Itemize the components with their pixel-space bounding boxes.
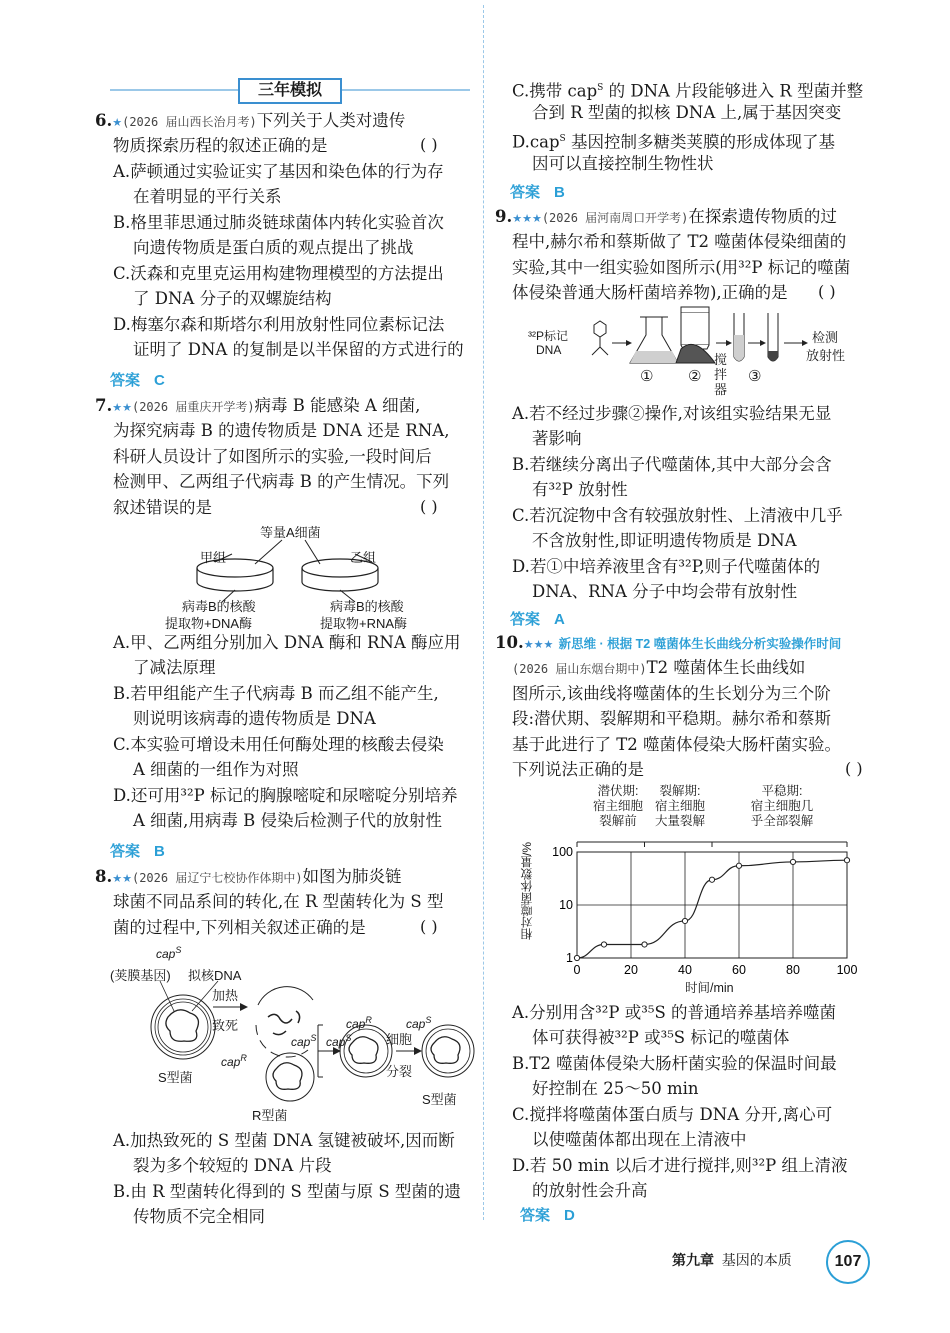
q8-fig-heat1: 加热 (212, 988, 239, 1003)
q7-fig-l2: 提取物+DNA酶 (165, 616, 253, 631)
q9-option-d-cont: DNA、RNA 分子中均会带有放射性 (532, 582, 798, 601)
q8-option-d-cont: 因可以直接控制生物性状 (532, 154, 714, 173)
q10-paren: ( ) (845, 759, 863, 778)
y-tick-1: 1 (566, 951, 573, 965)
q9-fig-label1: ³²P标记 (528, 329, 568, 343)
data-point-4 (709, 877, 714, 882)
growth-curve (577, 860, 847, 958)
q7-answer: 答案 B (110, 843, 165, 860)
phase-stable: 平稳期: 宿主细胞几 乎全部裂解 (750, 784, 814, 828)
q9-stem-line3: 实验,其中一组实验如图所示(用³²P 标记的噬菌 (512, 258, 851, 277)
q8-fig-dna: 拟核DNA (188, 968, 242, 983)
q7-option-c[interactable]: C.本实验可增设未用任何酶处理的核酸去侵染 (113, 735, 444, 754)
q6-option-b[interactable]: B.格里菲思通过肺炎链球菌体内转化实验首次 (113, 213, 444, 232)
q8-option-a[interactable]: A.加热致死的 S 型菌 DNA 氢键被破坏,因而断 (113, 1131, 455, 1150)
q8-fig-r: R型菌 (252, 1108, 288, 1123)
q8-fig-s2: S型菌 (422, 1092, 457, 1107)
x-tick-0: 0 (573, 963, 581, 977)
chart-ylabel: 相对噬菌体数量/% (520, 842, 534, 941)
q6-stem-line2: 物质探索历程的叙述正确的是 (113, 136, 328, 155)
q8-fig-gene: (荚膜基因) (110, 968, 171, 983)
section-title-bar (110, 80, 470, 100)
q9-stem-line1: 9.★★★(2026 届河南周口开学考)在探索遗传物质的过 (495, 207, 837, 226)
q8-fig-heat2: 致死 (212, 1018, 239, 1033)
q8-stem-line3: 菌的过程中,下列相关叙述正确的是 (113, 918, 366, 937)
q8-paren: ( ) (420, 917, 438, 936)
q10-chart-svg (525, 782, 865, 1002)
data-point-0 (574, 955, 579, 960)
q8-fig-cap: cap$^S$ (156, 945, 182, 961)
q10-option-c-cont: 以使噬菌体都出现在上清液中 (532, 1130, 747, 1149)
q7-figure (160, 520, 460, 630)
q8-stem-line2: 球菌不同品系间的转化,在 R 型菌转化为 S 型 (113, 892, 444, 911)
q7-option-d-cont: A 细菌,用病毒 B 侵染后检测子代的放射性 (133, 811, 443, 830)
phase-lytic: 裂解期: 宿主细胞 大量裂解 (654, 784, 705, 828)
q6-option-c[interactable]: C.沃森和克里克运用构建物理模型的方法提出 (113, 264, 444, 283)
data-point-3 (682, 918, 687, 923)
q8-option-a-cont: 裂为多个较短的 DNA 片段 (133, 1156, 332, 1175)
q7-option-b-cont: 则说明该病毒的遗传物质是 DNA (133, 709, 376, 728)
q6-option-b-cont: 向遗传物质是蛋白质的观点提出了挑战 (133, 238, 414, 257)
q9-fig-label2: DNA (536, 343, 562, 357)
q7-stem-line2: 为探究病毒 B 的遗传物质是 DNA 还是 RNA, (113, 421, 450, 440)
q10-option-a-cont: 体可获得被³²P 或³⁵S 标记的噬菌体 (532, 1028, 790, 1047)
q9-fig-stir3: 器 (714, 382, 728, 397)
q8-option-b-cont: 传物质不完全相同 (133, 1207, 265, 1226)
q10-stem-line1: (2026 届山东烟台期中)T2 噬菌体生长曲线如 (512, 658, 806, 677)
q6-option-a[interactable]: A.萨顿通过实验证实了基因和染色体的行为存 (113, 162, 444, 181)
q6-option-d[interactable]: D.梅塞尔森和斯塔尔利用放射性同位素标记法 (113, 315, 445, 334)
q8-stem-line1: 8.★★(2026 届辽宁七校协作体期中)如图为肺炎链 (95, 867, 402, 886)
q10-option-a[interactable]: A.分别用含³²P 或³⁵S 的普通培养基培养噬菌 (512, 1003, 837, 1022)
q10-option-b[interactable]: B.T2 噬菌体侵染大肠杆菌实验的保温时间最 (512, 1054, 837, 1073)
q7-paren: ( ) (420, 497, 438, 516)
q6-option-a-cont: 在着明显的平行关系 (133, 187, 282, 206)
q7-fig-right: 乙组 (350, 550, 377, 565)
q8-answer: 答案 B (510, 184, 565, 201)
q7-option-c-cont: A 细菌的一组作为对照 (133, 760, 299, 779)
q7-option-a-cont: 了减法原理 (133, 658, 216, 677)
q9-option-b[interactable]: B.若继续分离出子代噬菌体,其中大部分会含 (512, 455, 832, 474)
q9-fig-detect2: 放射性 (806, 348, 846, 363)
q9-option-d[interactable]: D.若①中培养液里含有³²P,则子代噬菌体的 (512, 557, 821, 576)
x-tick-40: 40 (678, 963, 692, 977)
q9-fig-stir1: 搅 (714, 352, 728, 367)
q8-fig-div1: 细胞 (386, 1032, 413, 1047)
q9-answer: 答案 A (510, 611, 565, 628)
q6-option-c-cont: 了 DNA 分子的双螺旋结构 (133, 289, 332, 308)
q10-stem-line3: 段:潜伏期、裂解期和平稳期。赫尔希和蔡斯 (512, 709, 832, 728)
q9-option-a-cont: 著影响 (532, 429, 582, 448)
q6-stem-line1: 6.★(2026 届山西长治月考)下列关于人类对遗传 (95, 111, 406, 130)
q8-option-c[interactable]: C.携带 cap$^S$ 的 DNA 片段能够进入 R 型菌并整 (512, 81, 864, 101)
data-point-5 (736, 863, 741, 868)
q7-fig-left: 甲组 (200, 550, 227, 565)
q10-answer: 答案 D (520, 1207, 575, 1224)
data-point-6 (790, 859, 795, 864)
data-point-7 (844, 858, 849, 863)
q8-option-d[interactable]: D.cap$^S$ 基因控制多糖类荚膜的形成体现了基 (512, 132, 835, 152)
q9-fig-stir2: 拌 (714, 367, 728, 382)
q8-fig-capS-3: cap$^S$ (326, 1033, 352, 1049)
q9-option-b-cont: 有³²P 放射性 (532, 480, 628, 499)
q8-fig-s1: S型菌 (158, 1070, 193, 1085)
footer-chapter: 第九章 基因的本质 (672, 1252, 792, 1268)
q6-answer: 答案 C (110, 372, 165, 389)
q10-option-b-cont: 好控制在 25～50 min (532, 1079, 699, 1098)
q10-option-d-cont: 的放射性会升高 (532, 1181, 648, 1200)
data-point-2 (642, 942, 647, 947)
q8-fig-div2: 分裂 (386, 1064, 413, 1079)
x-tick-100: 100 (836, 963, 858, 977)
q9-fig-step1: ① (640, 368, 654, 385)
q7-fig-r2: 提取物+RNA酶 (320, 616, 408, 631)
q9-fig-detect1: 检测 (812, 330, 839, 345)
q9-stem-line2: 程中,赫尔希和蔡斯做了 T2 噬菌体侵染细菌的 (512, 232, 847, 251)
phase-latent: 潜伏期: 宿主细胞 裂解前 (592, 784, 643, 828)
q10-stem-line5: 下列说法正确的是 (512, 760, 644, 779)
y-tick-100: 100 (552, 845, 573, 859)
q9-option-a[interactable]: A.若不经过步骤②操作,对该组实验结果无显 (512, 404, 832, 423)
q9-stem-line4: 体侵染普通大肠杆菌培养物),正确的是 (512, 283, 788, 302)
q8-figure (108, 945, 478, 1125)
q9-fig-step3: ③ (748, 368, 762, 385)
x-tick-60: 60 (732, 963, 746, 977)
q9-fig-step2: ② (688, 368, 702, 385)
q9-paren: ( ) (818, 282, 836, 301)
q7-fig-r1: 病毒B的核酸 (330, 599, 404, 614)
chart-xlabel: 时间/min (685, 981, 734, 995)
q7-option-d[interactable]: D.还可用³²P 标记的胸腺嘧啶和尿嘧啶分别培养 (113, 786, 458, 805)
x-tick-80: 80 (786, 963, 800, 977)
section-title: 三年模拟 (238, 78, 342, 104)
q8-fig-capS-2: cap$^S$ (291, 1033, 317, 1049)
q7-stem-line5: 叙述错误的是 (113, 498, 212, 517)
q9-option-c-cont: 不含放射性,即证明遗传物质是 DNA (532, 531, 797, 550)
q9-figure (528, 305, 878, 400)
q7-stem-line1: 7.★★(2026 届重庆开学考)病毒 B 能感染 A 细菌, (95, 396, 421, 415)
q7-option-b[interactable]: B.若甲组能产生子代病毒 B 而乙组不能产生, (113, 684, 439, 703)
q8-fig-capR: cap$^R$ (221, 1053, 247, 1069)
q10-option-c[interactable]: C.搅拌将噬菌体蛋白质与 DNA 分开,离心可 (512, 1105, 833, 1124)
q8-option-b[interactable]: B.由 R 型菌转化得到的 S 型菌与原 S 型菌的遗 (113, 1182, 461, 1201)
q7-option-a[interactable]: A.甲、乙两组分别加入 DNA 酶和 RNA 酶应用 (113, 633, 461, 652)
q6-option-d-cont: 证明了 DNA 的复制是以半保留的方式进行的 (133, 340, 464, 359)
q10-option-d[interactable]: D.若 50 min 以后才进行搅拌,则³²P 组上清液 (512, 1156, 848, 1175)
q8-fig-capS-4: cap$^S$ (406, 1015, 432, 1031)
y-tick-10: 10 (559, 898, 573, 912)
q10-chart (520, 782, 865, 1002)
page-number: 107 (826, 1240, 870, 1284)
q8-fig-capR-2: cap$^R$ (346, 1015, 372, 1031)
q9-option-c[interactable]: C.若沉淀物中含有较强放射性、上清液中几乎 (512, 506, 843, 525)
q7-stem-line4: 检测甲、乙两组子代病毒 B 的产生情况。下列 (113, 472, 450, 491)
q10-stem-tag-line: 10.★★★ 新思维 · 根据 T2 噬菌体生长曲线分析实验操作时间 (495, 633, 842, 652)
q8-option-c-cont: 合到 R 型菌的拟核 DNA 上,属于基因突变 (532, 103, 842, 122)
q7-fig-l1: 病毒B的核酸 (182, 599, 256, 614)
x-tick-20: 20 (624, 963, 638, 977)
q7-fig-top: 等量A细菌 (260, 525, 321, 540)
column-divider (483, 5, 484, 1220)
q10-stem-line4: 基于此进行了 T2 噬菌体侵染大肠杆菌实验。 (512, 735, 841, 754)
q6-paren: ( ) (420, 135, 438, 154)
data-point-1 (601, 942, 606, 947)
q7-stem-line3: 科研人员设计了如图所示的实验,一段时间后 (113, 447, 432, 466)
q10-stem-line2: 图所示,该曲线将噬菌体的生长划分为三个阶 (512, 684, 831, 703)
